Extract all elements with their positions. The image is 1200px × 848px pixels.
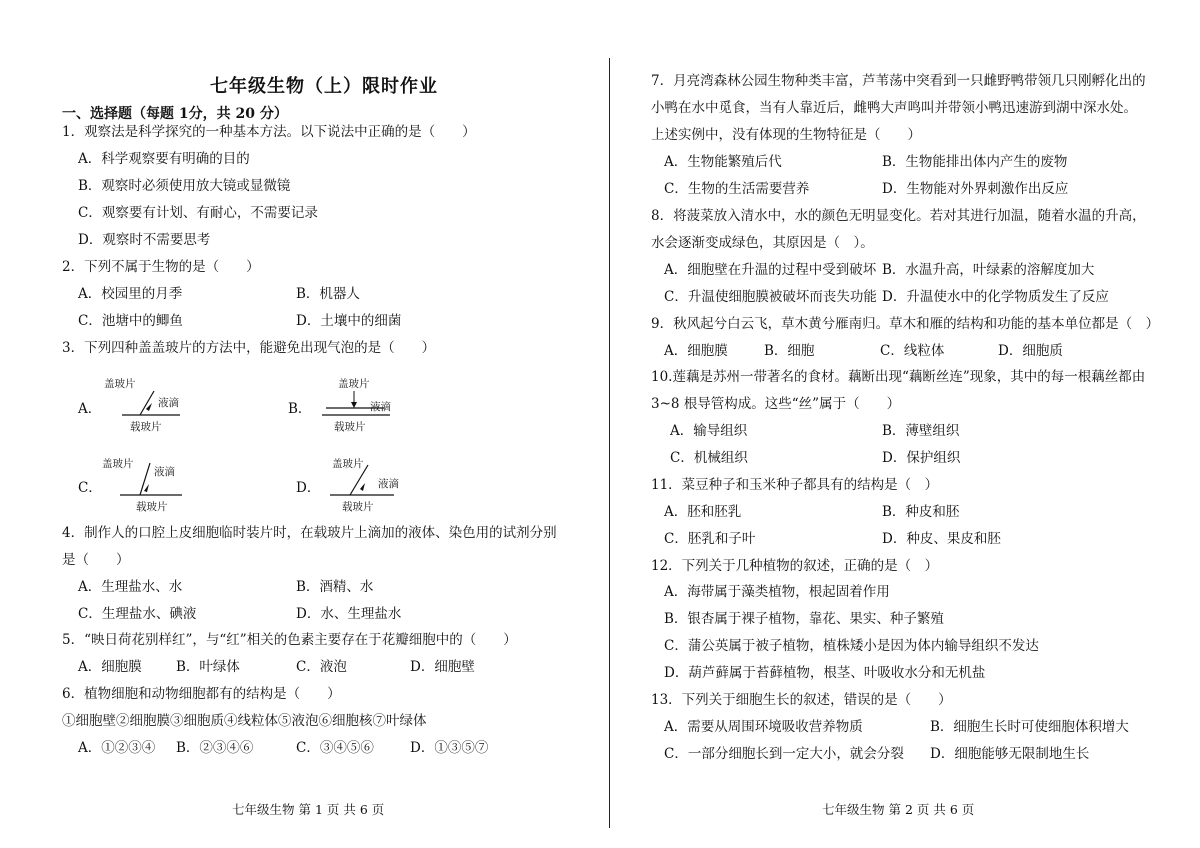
q10-option-b: B．薄壁组织 [882, 423, 960, 439]
q3-diagram-d [320, 455, 430, 519]
q2-option-c: C．池塘中的鲫鱼 [78, 313, 183, 329]
q8-option-c: C．升温使细胞膜被破坏而丧失功能 [664, 289, 877, 305]
q7-option-d: D．生物能对外界刺激作出反应 [882, 181, 1069, 197]
q10-option-a: A．输导组织 [670, 423, 748, 439]
q1-option-c: C．观察要有计划、有耐心，不需要记录 [78, 205, 318, 221]
q3-option-c-label: C． [78, 480, 102, 496]
q1-option-a: A．科学观察要有明确的目的 [78, 151, 250, 167]
q13-option-d: D．细胞能够无限制地生长 [930, 746, 1090, 762]
label-drop: 液滴 [158, 397, 179, 409]
q13-option-a: A．需要从周围环境吸收营养物质 [664, 719, 863, 735]
q9-option-b: B．细胞 [764, 343, 815, 359]
q13-option-b: B．细胞生长时可使细胞体积增大 [930, 719, 1129, 735]
q4-option-c: C．生理盐水、碘液 [78, 606, 197, 622]
q5-option-d: D．细胞壁 [410, 659, 475, 675]
q1-option-d: D．观察时不需要思考 [78, 232, 211, 248]
question-10-cont: 3~8 根导管构成。这些“丝”属于（ ） [651, 396, 901, 412]
q3-diagram-a [100, 375, 210, 439]
q3-diagram-b [312, 375, 422, 439]
q7-option-b: B．生物能排出体内产生的废物 [882, 154, 1068, 170]
q3-option-a-label: A． [78, 401, 102, 417]
label-drop: 液滴 [370, 401, 391, 413]
q5-option-c: C．液泡 [296, 659, 347, 675]
q12-option-c: C．蒲公英属于被子植物，植株矮小是因为体内输导组织不发达 [664, 638, 1039, 654]
q12-option-a: A．海带属于藻类植物，根起固着作用 [664, 584, 890, 600]
label-cover-slip: 盖玻片 [332, 458, 364, 470]
q9-option-d: D．细胞质 [998, 343, 1063, 359]
q3-diagram-c [100, 455, 210, 519]
label-slide: 载玻片 [130, 421, 162, 433]
q10-option-d: D．保护组织 [882, 450, 961, 466]
q11-option-b: B．种皮和胚 [882, 504, 960, 520]
q7-option-c: C．生物的生活需要营养 [664, 181, 810, 197]
column-divider [609, 58, 610, 828]
question-7-cont2: 上述实例中，没有体现的生物特征是（ ） [651, 127, 921, 143]
q2-option-a: A．校园里的月季 [78, 286, 183, 302]
label-cover-slip: 盖玻片 [338, 378, 370, 390]
section-heading: 一、选择题（每题 1分，共 20 分） [62, 106, 288, 122]
label-cover-slip: 盖玻片 [104, 378, 136, 390]
q3-option-d-label: D． [296, 480, 321, 496]
question-8-cont: 水会逐渐变成绿色，其原因是（ ）。 [651, 235, 874, 251]
q12-option-b: B．银杏属于裸子植物，靠花、果实、种子繁殖 [664, 611, 944, 627]
page-title: 七年级生物（上）限时作业 [210, 76, 438, 97]
q2-option-b: B．机器人 [296, 286, 360, 302]
q4-option-d: D．水、生理盐水 [296, 606, 402, 622]
question-9: 9．秋风起兮白云飞，草木黄兮雁南归。草木和雁的结构和功能的基本单位都是（ ） [651, 316, 1160, 332]
question-6: 6．植物细胞和动物细胞都有的结构是（ ） [62, 686, 341, 702]
q2-option-d: D．土壤中的细菌 [296, 313, 402, 329]
q8-option-d: D．升温使水中的化学物质发生了反应 [882, 289, 1109, 305]
q11-option-a: A．胚和胚乳 [664, 504, 742, 520]
question-7-cont1: 小鸭在水中觅食，当有人靠近后，雌鸭大声鸣叫并带领小鸭迅速游到湖中深水处。 [651, 100, 1137, 116]
q11-option-c: C．胚乳和子叶 [664, 531, 756, 547]
question-3: 3．下列四种盖盖玻片的方法中，能避免出现气泡的是（ ） [62, 340, 436, 356]
q3-option-b-label: B． [288, 401, 312, 417]
q9-option-a: A．细胞膜 [664, 343, 728, 359]
question-10: 10.莲藕是苏州一带著名的食材。藕断出现“藕断丝连”现象，其中的每一根藕丝都由 [651, 369, 1146, 385]
question-12: 12．下列关于几种植物的叙述，正确的是（ ） [651, 558, 939, 574]
label-slide: 载玻片 [342, 501, 374, 513]
q13-option-c: C．一部分细胞长到一定大小，就会分裂 [664, 746, 904, 762]
q9-option-c: C．线粒体 [880, 343, 945, 359]
q8-option-a: A．细胞壁在升温的过程中受到破坏 [664, 262, 877, 278]
page-footer-left: 七年级生物 第 1 页 共 6 页 [232, 802, 385, 817]
q6-option-a: A．①②③④ [78, 740, 156, 756]
q1-option-b: B．观察时必须使用放大镜或显微镜 [78, 178, 291, 194]
question-7: 7．月亮湾森林公园生物种类丰富，芦苇荡中突看到一只雌野鸭带领几只刚孵化出的 [651, 73, 1146, 89]
label-cover-slip: 盖玻片 [102, 458, 134, 470]
q8-option-b: B．水温升高，叶绿素的溶解度加大 [882, 262, 1095, 278]
q7-option-a: A．生物能繁殖后代 [664, 154, 782, 170]
question-4-cont: 是（ ） [62, 552, 130, 568]
label-drop: 液滴 [154, 466, 175, 478]
q4-option-b: B．酒精、水 [296, 579, 374, 595]
q10-option-c: C．机械组织 [670, 450, 748, 466]
question-8: 8．将菠菜放入清水中，水的颜色无明显变化。若对其进行加温，随着水温的升高， [651, 208, 1146, 224]
q4-option-a: A．生理盐水、水 [78, 579, 183, 595]
q5-option-b: B．叶绿体 [176, 659, 240, 675]
question-1: 1．观察法是科学探究的一种基本方法。以下说法中正确的是（ ） [62, 124, 476, 140]
q12-option-d: D．葫芦藓属于苔藓植物，根茎、叶吸收水分和无机盐 [664, 665, 986, 681]
q6-option-b: B．②③④⑥ [176, 740, 254, 756]
question-13: 13．下列关于细胞生长的叙述，错误的是（ ） [651, 692, 952, 708]
label-drop: 液滴 [378, 478, 399, 490]
label-slide: 载玻片 [136, 501, 168, 513]
question-6-structures: ①细胞壁②细胞膜③细胞质④线粒体⑤液泡⑥细胞核⑦叶绿体 [62, 713, 427, 729]
q11-option-d: D．种皮、果皮和胚 [882, 531, 1001, 547]
question-11: 11．菜豆种子和玉米种子都具有的结构是（ ） [651, 477, 939, 493]
label-slide: 载玻片 [334, 421, 366, 433]
q6-option-d: D．①③⑤⑦ [410, 740, 489, 756]
question-5: 5．“映日荷花别样红”，与“红”相关的色素主要存在于花瓣细胞中的（ ） [62, 632, 517, 648]
question-2: 2．下列不属于生物的是（ ） [62, 259, 260, 275]
page-footer-right: 七年级生物 第 2 页 共 6 页 [822, 802, 975, 817]
q6-option-c: C．③④⑤⑥ [296, 740, 374, 756]
q5-option-a: A．细胞膜 [78, 659, 142, 675]
question-4: 4．制作人的口腔上皮细胞临时装片时，在载玻片上滴加的液体、染色用的试剂分别 [62, 525, 557, 541]
